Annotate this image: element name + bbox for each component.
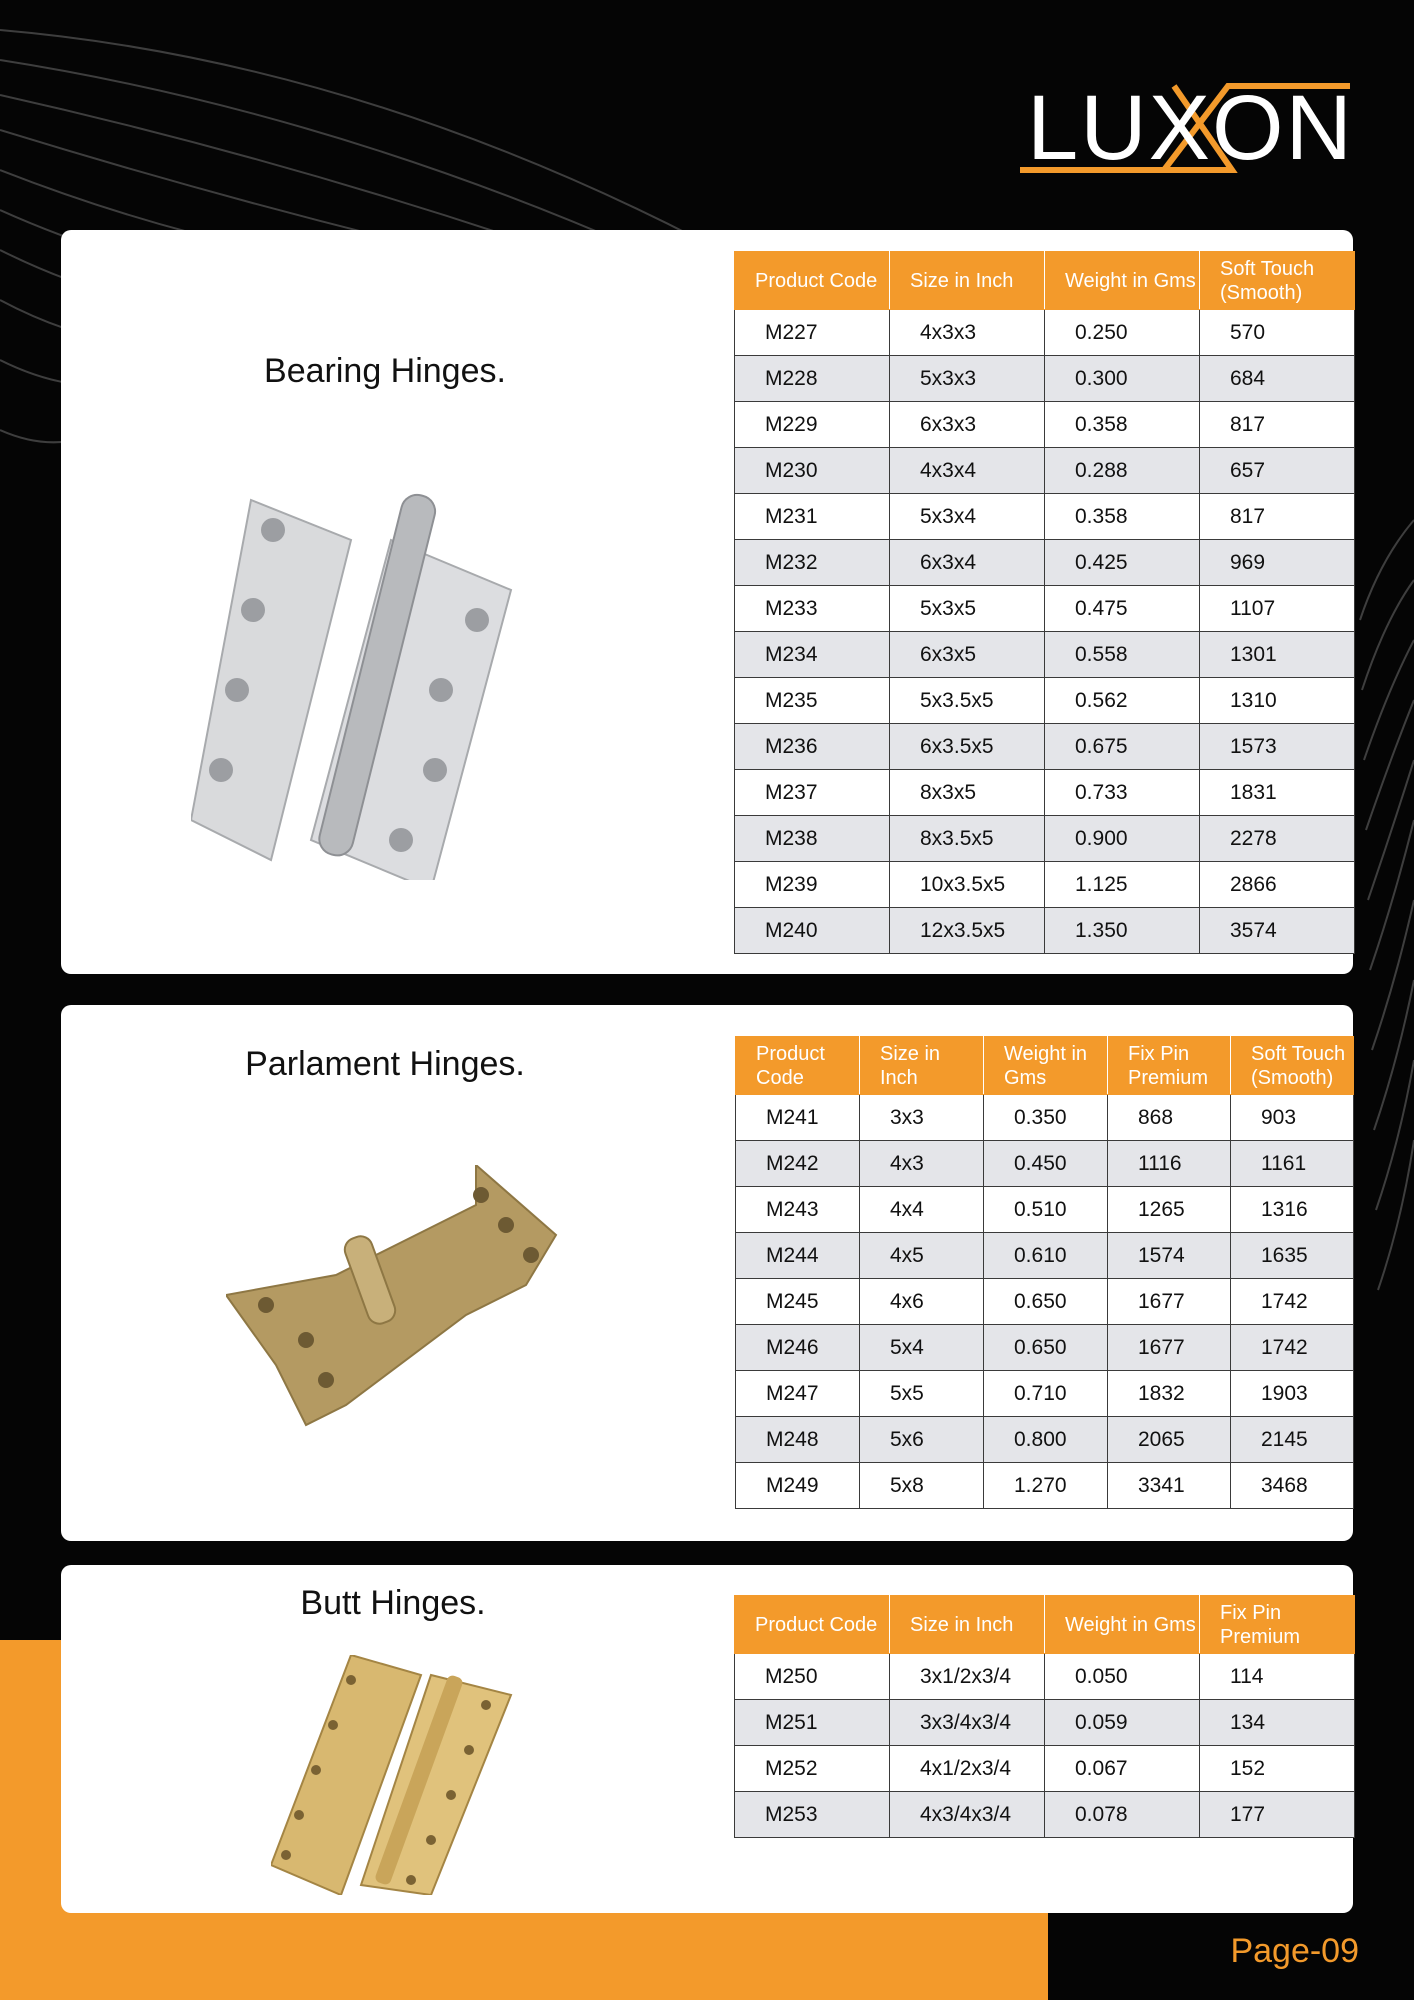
table-cell: M236 [735,724,890,770]
table-cell: 6x3x5 [890,632,1045,678]
table-cell: 0.358 [1045,402,1200,448]
table-row [736,1325,1354,1371]
table-cell: M247 [736,1371,860,1417]
table-cell: 3x3 [860,1095,984,1141]
table-cell: M229 [735,402,890,448]
column-header: Product Code [736,1037,860,1095]
table-row [735,402,1355,448]
table-cell: 2065 [1108,1417,1231,1463]
table-cell: 5x3x5 [890,586,1045,632]
bearing-hinges-card [61,230,1353,974]
table-row [736,1371,1354,1417]
table-cell: 1677 [1108,1279,1231,1325]
parlament-hinges-title: Parlament Hinges. [245,1045,525,1083]
table-cell: 4x5 [860,1233,984,1279]
table-cell: M234 [735,632,890,678]
table-cell: 0.710 [984,1371,1108,1417]
table-cell: 1301 [1200,632,1355,678]
table-row [735,1792,1355,1838]
table-cell: 0.675 [1045,724,1200,770]
table-row [736,1463,1354,1509]
table-cell: 4x3 [860,1141,984,1187]
table-row [736,1141,1354,1187]
table-cell: 0.288 [1045,448,1200,494]
column-header: Size in Inch [890,1596,1045,1654]
bearing-hinges-table [734,251,1355,954]
table-cell: M252 [735,1746,890,1792]
table-cell: 903 [1231,1095,1354,1141]
table-cell: M248 [736,1417,860,1463]
table-cell: 570 [1200,310,1355,356]
table-cell: 0.475 [1045,586,1200,632]
table-cell: M233 [735,586,890,632]
table-cell: 2866 [1200,862,1355,908]
table-cell: M237 [735,770,890,816]
table-cell: M244 [736,1233,860,1279]
table-cell: 1903 [1231,1371,1354,1417]
table-cell: 0.059 [1045,1700,1200,1746]
table-cell: 0.250 [1045,310,1200,356]
table-cell: 1.270 [984,1463,1108,1509]
table-cell: 1.350 [1045,908,1200,954]
table-cell: 1316 [1231,1187,1354,1233]
table-cell: 4x4 [860,1187,984,1233]
column-header: Weight in Gms [1045,1596,1200,1654]
table-cell: 5x8 [860,1463,984,1509]
table-cell: 1116 [1108,1141,1231,1187]
table-cell: 817 [1200,494,1355,540]
table-cell: M241 [736,1095,860,1141]
butt-hinges-card [61,1565,1353,1913]
butt-hinge-image [271,1655,521,1895]
butt-hinges-table [734,1595,1355,1838]
table-cell: 1742 [1231,1279,1354,1325]
table-row [736,1417,1354,1463]
table-cell: 3341 [1108,1463,1231,1509]
table-cell: 1677 [1108,1325,1231,1371]
table-cell: 10x3.5x5 [890,862,1045,908]
table-row [735,448,1355,494]
table-row [735,540,1355,586]
table-cell: 4x3/4x3/4 [890,1792,1045,1838]
table-cell: 5x3.5x5 [890,678,1045,724]
bearing-hinge-image [191,480,571,880]
table-cell: M242 [736,1141,860,1187]
table-cell: 6x3x3 [890,402,1045,448]
table-cell: M251 [735,1700,890,1746]
table-row [735,586,1355,632]
table-row [735,770,1355,816]
page-number: Page-09 [1230,1932,1359,1970]
table-row [735,494,1355,540]
column-header: Soft Touch (Smooth) [1200,252,1355,310]
table-cell: 1161 [1231,1141,1354,1187]
table-row [736,1095,1354,1141]
table-cell: 6x3x4 [890,540,1045,586]
table-row [735,908,1355,954]
table-cell: 4x3x4 [890,448,1045,494]
brand-logo [1014,78,1354,178]
table-cell: 0.562 [1045,678,1200,724]
table-cell: 1574 [1108,1233,1231,1279]
table-cell: 5x3x4 [890,494,1045,540]
table-cell: 6x3.5x5 [890,724,1045,770]
table-cell: 0.610 [984,1233,1108,1279]
table-row [735,1700,1355,1746]
table-cell: M228 [735,356,890,402]
table-cell: 4x6 [860,1279,984,1325]
column-header: Weight in Gms [984,1037,1108,1095]
table-cell: 1573 [1200,724,1355,770]
table-cell: 868 [1108,1095,1231,1141]
table-cell: M227 [735,310,890,356]
table-cell: 5x3x3 [890,356,1045,402]
table-cell: 1832 [1108,1371,1231,1417]
column-header: Product Code [735,1596,890,1654]
table-cell: 657 [1200,448,1355,494]
table-cell: 3x1/2x3/4 [890,1654,1045,1700]
parlament-hinges-table [735,1036,1354,1509]
table-row [735,678,1355,724]
table-cell: M232 [735,540,890,586]
table-cell: 3574 [1200,908,1355,954]
table-cell: M250 [735,1654,890,1700]
table-cell: 1742 [1231,1325,1354,1371]
table-cell: 0.650 [984,1325,1108,1371]
table-cell: 12x3.5x5 [890,908,1045,954]
table-cell: 3x3/4x3/4 [890,1700,1045,1746]
table-row [735,632,1355,678]
table-cell: M235 [735,678,890,724]
table-cell: 0.510 [984,1187,1108,1233]
table-cell: M239 [735,862,890,908]
table-cell: 5x4 [860,1325,984,1371]
table-cell: 0.067 [1045,1746,1200,1792]
table-cell: 134 [1200,1700,1355,1746]
column-header: Size in Inch [860,1037,984,1095]
table-row [735,724,1355,770]
table-row [736,1233,1354,1279]
table-cell: M243 [736,1187,860,1233]
table-row [736,1279,1354,1325]
logo-text: LUXON [1027,77,1354,179]
table-cell: 0.900 [1045,816,1200,862]
table-cell: M246 [736,1325,860,1371]
column-header: Soft Touch (Smooth) [1231,1037,1354,1095]
column-header: Weight in Gms [1045,252,1200,310]
table-cell: 1831 [1200,770,1355,816]
table-cell: 1635 [1231,1233,1354,1279]
table-cell: 4x3x3 [890,310,1045,356]
table-cell: 0.558 [1045,632,1200,678]
table-cell: 0.425 [1045,540,1200,586]
table-row [736,1187,1354,1233]
table-cell: 969 [1200,540,1355,586]
table-cell: M245 [736,1279,860,1325]
table-cell: 152 [1200,1746,1355,1792]
table-cell: 4x1/2x3/4 [890,1746,1045,1792]
table-cell: M249 [736,1463,860,1509]
table-cell: 0.078 [1045,1792,1200,1838]
table-cell: 5x5 [860,1371,984,1417]
parlament-hinges-card [61,1005,1353,1541]
table-cell: 0.300 [1045,356,1200,402]
table-cell: M253 [735,1792,890,1838]
table-cell: 1265 [1108,1187,1231,1233]
table-cell: 2278 [1200,816,1355,862]
table-cell: 8x3x5 [890,770,1045,816]
table-cell: 1107 [1200,586,1355,632]
column-header: Size in Inch [890,252,1045,310]
table-cell: 1310 [1200,678,1355,724]
table-row [735,1746,1355,1792]
table-cell: 8x3.5x5 [890,816,1045,862]
table-cell: 2145 [1231,1417,1354,1463]
table-cell: 0.800 [984,1417,1108,1463]
table-row [735,816,1355,862]
table-cell: 1.125 [1045,862,1200,908]
parlament-hinge-image [226,1165,576,1435]
table-cell: 0.650 [984,1279,1108,1325]
table-cell: 114 [1200,1654,1355,1700]
table-cell: 0.733 [1045,770,1200,816]
table-cell: 177 [1200,1792,1355,1838]
table-cell: M238 [735,816,890,862]
bearing-hinges-title: Bearing Hinges. [264,352,506,390]
table-row [735,862,1355,908]
table-row [735,310,1355,356]
table-row [735,356,1355,402]
table-cell: 0.050 [1045,1654,1200,1700]
column-header: Fix Pin Premium [1200,1596,1355,1654]
table-cell: 0.350 [984,1095,1108,1141]
table-cell: 0.450 [984,1141,1108,1187]
table-row [735,1654,1355,1700]
column-header: Fix Pin Premium [1108,1037,1231,1095]
table-cell: 817 [1200,402,1355,448]
table-cell: M240 [735,908,890,954]
table-cell: M231 [735,494,890,540]
table-cell: 5x6 [860,1417,984,1463]
butt-hinges-title: Butt Hinges. [300,1584,486,1622]
table-cell: M230 [735,448,890,494]
table-cell: 0.358 [1045,494,1200,540]
column-header: Product Code [735,252,890,310]
table-cell: 3468 [1231,1463,1354,1509]
table-cell: 684 [1200,356,1355,402]
